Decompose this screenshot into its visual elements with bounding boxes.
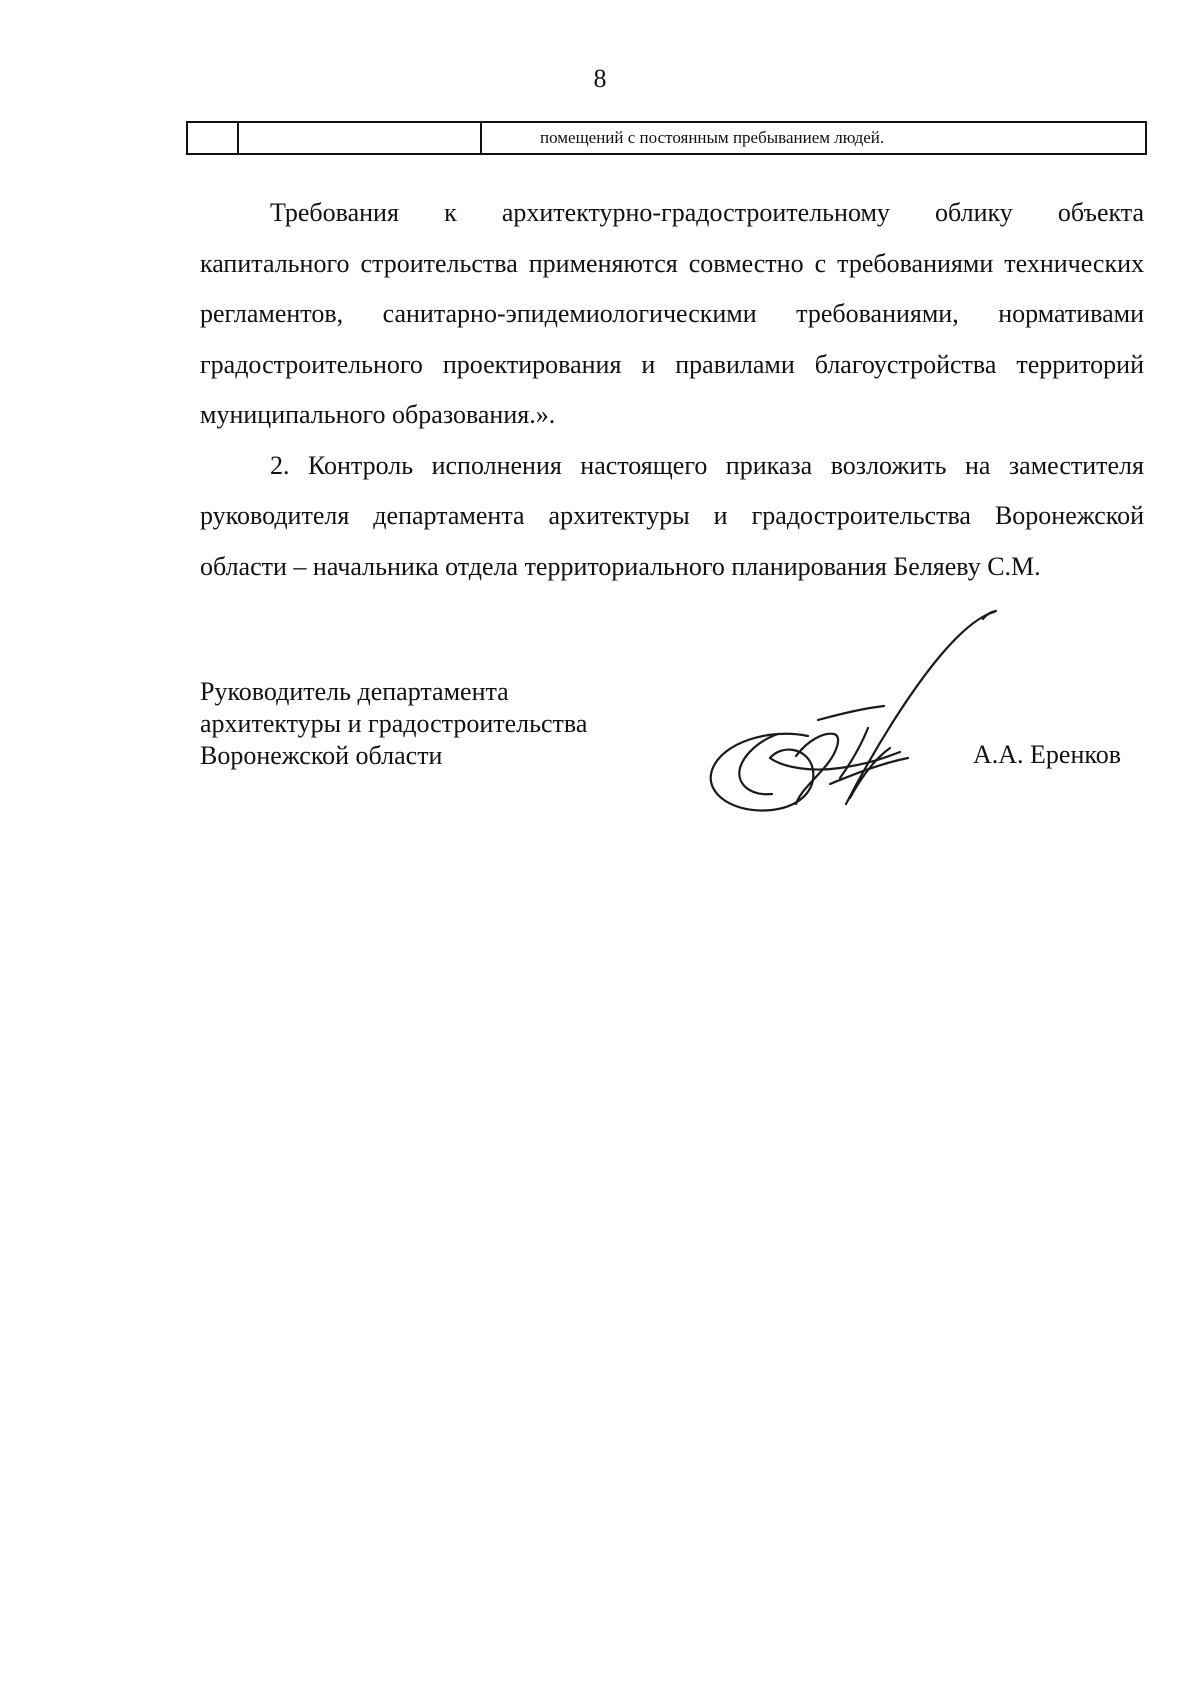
signatory-title-line: Руководитель департамента [200,677,509,706]
table-row [187,122,1146,154]
table-cell [238,122,481,154]
signatory-name: А.А. Еренков [973,740,1121,769]
document-body [200,188,1144,592]
table-cell: помещений с постоянным пребыванием людей. [481,122,1146,154]
signatory-title-line: архитектуры и градостроительства [200,709,588,738]
table-cell [187,122,238,154]
page-number: 8 [593,64,607,93]
paragraph-control: 2. Контроль исполнения настоящего приказа возложить на заместителя руководителя департамента архитектуры и градостроительства Воронежской области – начальника отдела территориального планирования Беляеву С.М. [200,450,1144,581]
paragraph-requirements: Требования к архитектурно-градостроительному облику объекта капитального строительства применяются совместно с требованиями технических регламентов, санитарно-эпидемиологическими требованиями, нормативами градостроительного проектирования и правилами благоустройства территорий муниципального образования.». [200,198,1144,429]
signatory-title [200,676,587,772]
signatory-title-line: Воронежской области [200,741,443,770]
handwritten-signature [700,608,1000,828]
table-fragment [186,121,1147,155]
